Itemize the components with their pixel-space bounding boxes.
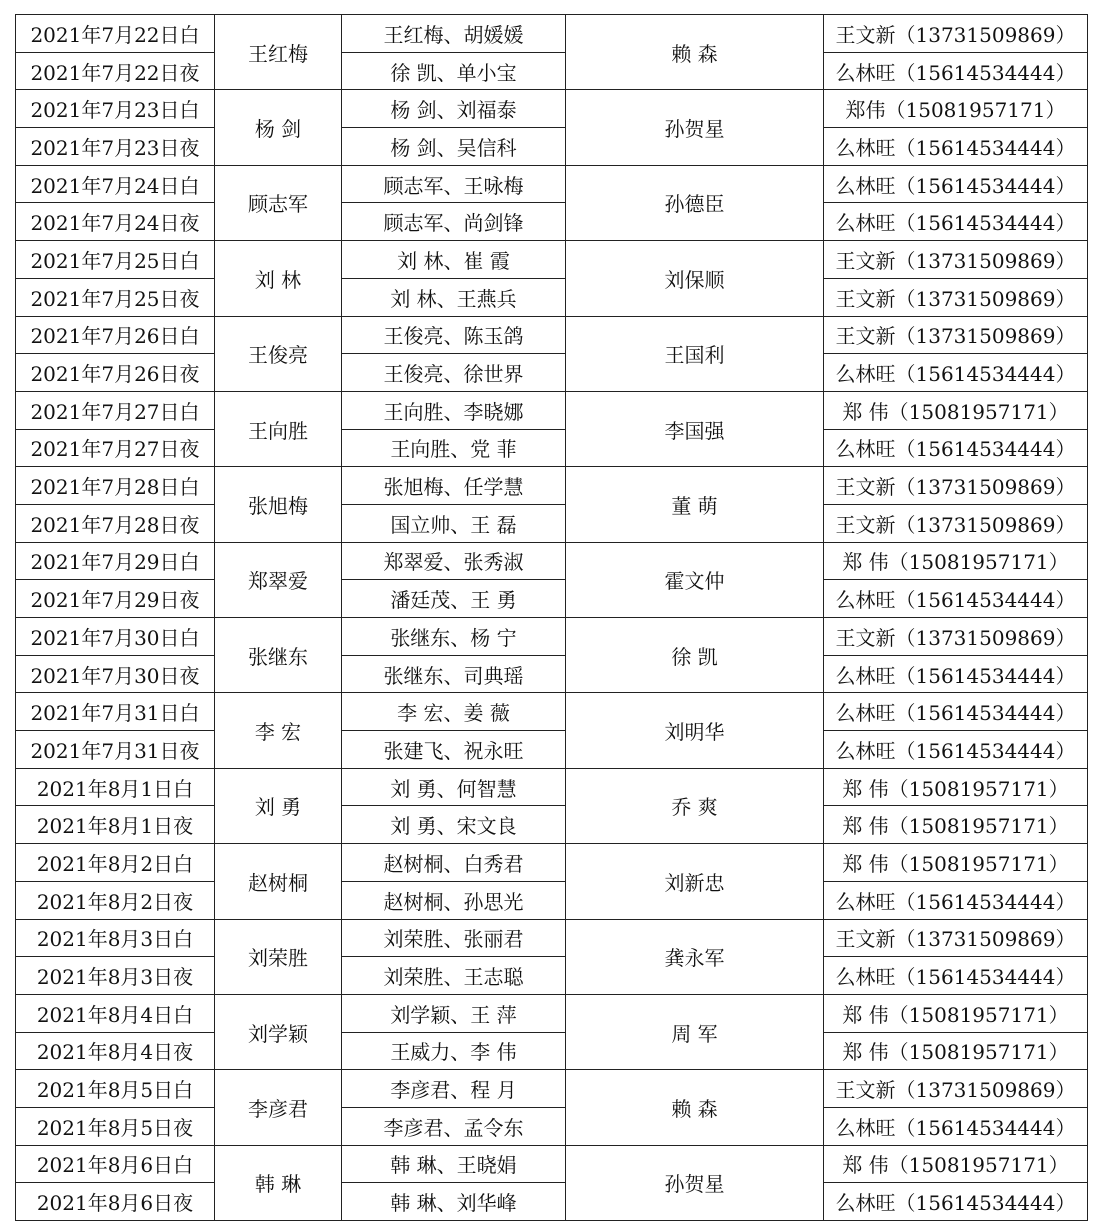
contact-cell: 么林旺（15614534444） bbox=[824, 881, 1088, 919]
shift-date-cell: 2021年8月2日夜 bbox=[16, 881, 215, 919]
duty-staff-cell: 李 宏、姜 薇 bbox=[342, 693, 566, 731]
supervisor-cell: 孙德臣 bbox=[566, 165, 824, 240]
shift-date-cell: 2021年8月6日白 bbox=[16, 1145, 215, 1183]
shift-leader-cell: 刘 勇 bbox=[215, 768, 342, 843]
duty-staff-cell: 李彦君、程 月 bbox=[342, 1070, 566, 1108]
contact-cell: 王文新（13731509869） bbox=[824, 467, 1088, 505]
shift-leader-cell: 张旭梅 bbox=[215, 467, 342, 542]
supervisor-cell: 乔 爽 bbox=[566, 768, 824, 843]
shift-date-cell: 2021年8月1日夜 bbox=[16, 806, 215, 844]
supervisor-cell: 董 萌 bbox=[566, 467, 824, 542]
shift-date-cell: 2021年7月31日白 bbox=[16, 693, 215, 731]
contact-cell: 郑 伟（15081957171） bbox=[824, 391, 1088, 429]
duty-table-body bbox=[16, 15, 1088, 1221]
contact-cell: 么林旺（15614534444） bbox=[824, 128, 1088, 166]
shift-date-cell: 2021年8月2日白 bbox=[16, 844, 215, 882]
shift-leader-cell: 刘 林 bbox=[215, 241, 342, 316]
table-row bbox=[16, 768, 1088, 806]
contact-cell: 么林旺（15614534444） bbox=[824, 52, 1088, 90]
duty-staff-cell: 张继东、杨 宁 bbox=[342, 618, 566, 656]
shift-leader-cell: 郑翠爱 bbox=[215, 542, 342, 617]
duty-staff-cell: 王红梅、胡媛媛 bbox=[342, 15, 566, 53]
duty-staff-cell: 杨 剑、刘福泰 bbox=[342, 90, 566, 128]
table-row bbox=[16, 128, 1088, 166]
table-row bbox=[16, 881, 1088, 919]
contact-cell: 王文新（13731509869） bbox=[824, 504, 1088, 542]
shift-date-cell: 2021年7月27日夜 bbox=[16, 429, 215, 467]
contact-cell: 么林旺（15614534444） bbox=[824, 354, 1088, 392]
duty-staff-cell: 刘 勇、宋文良 bbox=[342, 806, 566, 844]
shift-leader-cell: 刘学颖 bbox=[215, 994, 342, 1069]
duty-staff-cell: 刘荣胜、王志聪 bbox=[342, 957, 566, 995]
shift-date-cell: 2021年8月4日白 bbox=[16, 994, 215, 1032]
table-row bbox=[16, 241, 1088, 279]
duty-staff-cell: 徐 凯、单小宝 bbox=[342, 52, 566, 90]
duty-staff-cell: 刘 勇、何智慧 bbox=[342, 768, 566, 806]
duty-staff-cell: 刘学颖、王 萍 bbox=[342, 994, 566, 1032]
duty-staff-cell: 杨 剑、吴信科 bbox=[342, 128, 566, 166]
shift-date-cell: 2021年7月24日白 bbox=[16, 165, 215, 203]
supervisor-cell: 李国强 bbox=[566, 391, 824, 466]
shift-date-cell: 2021年8月4日夜 bbox=[16, 1032, 215, 1070]
contact-cell: 郑 伟（15081957171） bbox=[824, 768, 1088, 806]
contact-cell: 么林旺（15614534444） bbox=[824, 731, 1088, 769]
table-row bbox=[16, 1183, 1088, 1221]
shift-date-cell: 2021年7月27日白 bbox=[16, 391, 215, 429]
contact-cell: 么林旺（15614534444） bbox=[824, 580, 1088, 618]
contact-cell: 么林旺（15614534444） bbox=[824, 203, 1088, 241]
table-row bbox=[16, 957, 1088, 995]
table-row bbox=[16, 467, 1088, 505]
table-row bbox=[16, 618, 1088, 656]
table-row bbox=[16, 316, 1088, 354]
contact-cell: 郑 伟（15081957171） bbox=[824, 806, 1088, 844]
shift-date-cell: 2021年7月23日白 bbox=[16, 90, 215, 128]
shift-date-cell: 2021年8月3日夜 bbox=[16, 957, 215, 995]
shift-date-cell: 2021年8月1日白 bbox=[16, 768, 215, 806]
supervisor-cell: 刘明华 bbox=[566, 693, 824, 768]
table-row bbox=[16, 1032, 1088, 1070]
table-row bbox=[16, 919, 1088, 957]
shift-date-cell: 2021年7月29日白 bbox=[16, 542, 215, 580]
duty-staff-cell: 韩 琳、刘华峰 bbox=[342, 1183, 566, 1221]
table-row bbox=[16, 52, 1088, 90]
shift-leader-cell: 王红梅 bbox=[215, 15, 342, 90]
table-row bbox=[16, 844, 1088, 882]
duty-staff-cell: 张旭梅、任学慧 bbox=[342, 467, 566, 505]
shift-date-cell: 2021年7月25日白 bbox=[16, 241, 215, 279]
supervisor-cell: 龚永军 bbox=[566, 919, 824, 994]
contact-cell: 郑伟（15081957171） bbox=[824, 90, 1088, 128]
table-row bbox=[16, 1145, 1088, 1183]
shift-date-cell: 2021年7月30日夜 bbox=[16, 655, 215, 693]
table-row bbox=[16, 391, 1088, 429]
table-row bbox=[16, 580, 1088, 618]
contact-cell: 么林旺（15614534444） bbox=[824, 1183, 1088, 1221]
contact-cell: 王文新（13731509869） bbox=[824, 1070, 1088, 1108]
shift-date-cell: 2021年8月5日夜 bbox=[16, 1107, 215, 1145]
shift-date-cell: 2021年7月31日夜 bbox=[16, 731, 215, 769]
contact-cell: 郑 伟（15081957171） bbox=[824, 1145, 1088, 1183]
supervisor-cell: 赖 森 bbox=[566, 15, 824, 90]
contact-cell: 么林旺（15614534444） bbox=[824, 429, 1088, 467]
shift-date-cell: 2021年7月29日夜 bbox=[16, 580, 215, 618]
shift-date-cell: 2021年7月22日夜 bbox=[16, 52, 215, 90]
contact-cell: 王文新（13731509869） bbox=[824, 15, 1088, 53]
shift-leader-cell: 王向胜 bbox=[215, 391, 342, 466]
table-row bbox=[16, 278, 1088, 316]
table-row bbox=[16, 994, 1088, 1032]
duty-staff-cell: 顾志军、王咏梅 bbox=[342, 165, 566, 203]
contact-cell: 郑 伟（15081957171） bbox=[824, 1032, 1088, 1070]
shift-date-cell: 2021年8月6日夜 bbox=[16, 1183, 215, 1221]
table-row bbox=[16, 693, 1088, 731]
table-row bbox=[16, 542, 1088, 580]
contact-cell: 王文新（13731509869） bbox=[824, 278, 1088, 316]
shift-leader-cell: 李 宏 bbox=[215, 693, 342, 768]
duty-staff-cell: 国立帅、王 磊 bbox=[342, 504, 566, 542]
duty-staff-cell: 刘 林、王燕兵 bbox=[342, 278, 566, 316]
duty-staff-cell: 赵树桐、孙思光 bbox=[342, 881, 566, 919]
contact-cell: 么林旺（15614534444） bbox=[824, 655, 1088, 693]
table-row bbox=[16, 203, 1088, 241]
supervisor-cell: 赖 森 bbox=[566, 1070, 824, 1145]
supervisor-cell: 霍文仲 bbox=[566, 542, 824, 617]
table-row bbox=[16, 90, 1088, 128]
shift-date-cell: 2021年7月23日夜 bbox=[16, 128, 215, 166]
shift-date-cell: 2021年7月25日夜 bbox=[16, 278, 215, 316]
shift-date-cell: 2021年7月24日夜 bbox=[16, 203, 215, 241]
supervisor-cell: 孙贺星 bbox=[566, 1145, 824, 1220]
duty-staff-cell: 刘 林、崔 霞 bbox=[342, 241, 566, 279]
contact-cell: 郑 伟（15081957171） bbox=[824, 844, 1088, 882]
duty-staff-cell: 潘廷茂、王 勇 bbox=[342, 580, 566, 618]
duty-staff-cell: 王俊亮、陈玉鸽 bbox=[342, 316, 566, 354]
duty-staff-cell: 郑翠爱、张秀淑 bbox=[342, 542, 566, 580]
contact-cell: 王文新（13731509869） bbox=[824, 618, 1088, 656]
contact-cell: 王文新（13731509869） bbox=[824, 316, 1088, 354]
duty-staff-cell: 王向胜、党 菲 bbox=[342, 429, 566, 467]
contact-cell: 么林旺（15614534444） bbox=[824, 957, 1088, 995]
supervisor-cell: 周 军 bbox=[566, 994, 824, 1069]
supervisor-cell: 刘新忠 bbox=[566, 844, 824, 919]
table-row bbox=[16, 15, 1088, 53]
contact-cell: 王文新（13731509869） bbox=[824, 919, 1088, 957]
shift-leader-cell: 杨 剑 bbox=[215, 90, 342, 165]
duty-staff-cell: 张继东、司典瑶 bbox=[342, 655, 566, 693]
table-row bbox=[16, 429, 1088, 467]
contact-cell: 郑 伟（15081957171） bbox=[824, 994, 1088, 1032]
duty-staff-cell: 韩 琳、王晓娟 bbox=[342, 1145, 566, 1183]
shift-date-cell: 2021年7月28日白 bbox=[16, 467, 215, 505]
contact-cell: 么林旺（15614534444） bbox=[824, 693, 1088, 731]
shift-leader-cell: 李彦君 bbox=[215, 1070, 342, 1145]
shift-date-cell: 2021年7月30日白 bbox=[16, 618, 215, 656]
table-row bbox=[16, 504, 1088, 542]
contact-cell: 么林旺（15614534444） bbox=[824, 1107, 1088, 1145]
table-row bbox=[16, 655, 1088, 693]
contact-cell: 郑 伟（15081957171） bbox=[824, 542, 1088, 580]
shift-leader-cell: 顾志军 bbox=[215, 165, 342, 240]
supervisor-cell: 孙贺星 bbox=[566, 90, 824, 165]
contact-cell: 么林旺（15614534444） bbox=[824, 165, 1088, 203]
duty-staff-cell: 李彦君、孟令东 bbox=[342, 1107, 566, 1145]
duty-staff-cell: 王向胜、李晓娜 bbox=[342, 391, 566, 429]
table-row bbox=[16, 165, 1088, 203]
table-row bbox=[16, 1107, 1088, 1145]
duty-staff-cell: 刘荣胜、张丽君 bbox=[342, 919, 566, 957]
table-row bbox=[16, 1070, 1088, 1108]
shift-leader-cell: 赵树桐 bbox=[215, 844, 342, 919]
shift-leader-cell: 王俊亮 bbox=[215, 316, 342, 391]
shift-date-cell: 2021年8月3日白 bbox=[16, 919, 215, 957]
shift-leader-cell: 韩 琳 bbox=[215, 1145, 342, 1220]
duty-staff-cell: 王俊亮、徐世界 bbox=[342, 354, 566, 392]
duty-staff-cell: 顾志军、尚剑锋 bbox=[342, 203, 566, 241]
shift-date-cell: 2021年7月26日白 bbox=[16, 316, 215, 354]
shift-leader-cell: 张继东 bbox=[215, 618, 342, 693]
duty-staff-cell: 张建飞、祝永旺 bbox=[342, 731, 566, 769]
shift-date-cell: 2021年7月28日夜 bbox=[16, 504, 215, 542]
table-row bbox=[16, 806, 1088, 844]
duty-staff-cell: 赵树桐、白秀君 bbox=[342, 844, 566, 882]
duty-schedule-table bbox=[15, 14, 1088, 1221]
table-row bbox=[16, 731, 1088, 769]
table-row bbox=[16, 354, 1088, 392]
shift-date-cell: 2021年7月26日夜 bbox=[16, 354, 215, 392]
duty-staff-cell: 王威力、李 伟 bbox=[342, 1032, 566, 1070]
supervisor-cell: 徐 凯 bbox=[566, 618, 824, 693]
shift-date-cell: 2021年7月22日白 bbox=[16, 15, 215, 53]
supervisor-cell: 刘保顺 bbox=[566, 241, 824, 316]
shift-date-cell: 2021年8月5日白 bbox=[16, 1070, 215, 1108]
contact-cell: 王文新（13731509869） bbox=[824, 241, 1088, 279]
supervisor-cell: 王国利 bbox=[566, 316, 824, 391]
shift-leader-cell: 刘荣胜 bbox=[215, 919, 342, 994]
